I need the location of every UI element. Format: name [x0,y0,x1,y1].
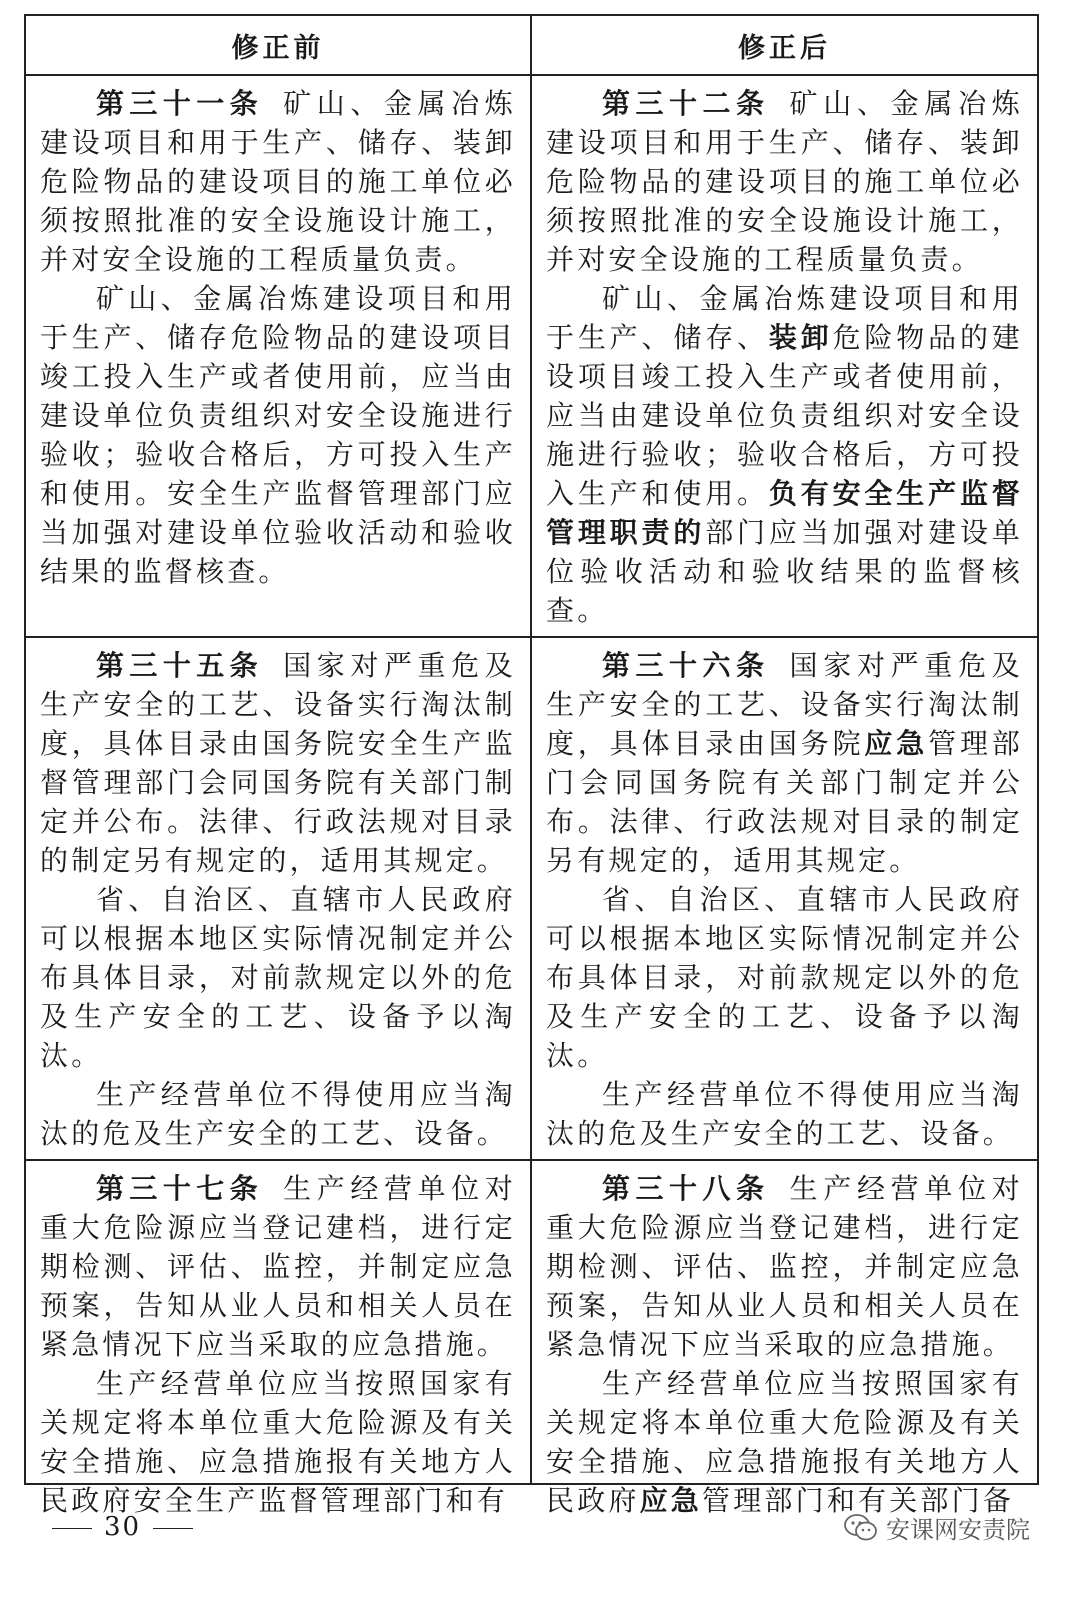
paragraph-text: 生产经营单位不得使用应当淘汰的危及生产安全的工艺、设备。 [40,1078,516,1150]
article-number: 第三十八条 [602,1172,770,1205]
article-row [25,637,1038,1160]
paragraph-text: 管理部门和有关部门备 [702,1484,1015,1517]
article-paragraph [40,1364,516,1520]
article-row [25,1160,1038,1484]
article-paragraph [546,279,1023,630]
watermark [844,1510,1030,1545]
cell-after [531,1160,1038,1517]
paragraph-text: 矿山、金属冶炼建设项目和用于生产、储存、装卸危险物品的建设项目的施工单位必须按照批准的安全设施设计施工，并对安全设施的工程质量负责。 [546,87,1023,276]
paragraph-text: 省、自治区、直辖市人民政府可以根据本地区实际情况制定并公布具体目录，对前款规定以外的危及生产安全的工艺、设备予以淘汰。 [546,883,1023,1072]
page-number [40,1512,205,1542]
page-number-text: 30 [104,1512,142,1542]
article-paragraph [546,1075,1023,1153]
article-paragraph [40,279,516,591]
comparison-table [24,14,1039,1517]
article-number: 第三十一条 [96,87,264,120]
paragraph-text: 生产经营单位对重大危险源应当登记建档，进行定期检测、评估、监控，并制定应急预案，告知从业人员和相关人员在紧急情况下应当采取的应急措施。 [546,1172,1023,1361]
article-paragraph [40,1169,516,1364]
article-number: 第三十二条 [602,87,770,120]
article-paragraph [40,646,516,880]
paragraph-text: 生产经营单位应当按照国家有关规定将本单位重大危险源及有关安全措施、应急措施报有关地方人民政府安全生产监督管理部门和有 [40,1367,516,1517]
paragraph-text: 生产经营单位应当按照国家有关规定将本单位重大危险源及有关安全措施、应急措施报有关地方人民政府 [546,1367,1023,1517]
article-paragraph [40,84,516,279]
article-paragraph [546,84,1023,279]
paragraph-text: 危险物品的建设项目竣工投入生产或者使用前，应当由建设单位负责组织对安全设施进行验收；验收合格后，方可投入生产和使用。 [546,321,1024,510]
cell-before [25,1160,531,1517]
paragraph-text: 部门应当加强对建设单位验收活动和验收结果的监督核查。 [546,516,1023,627]
cell-before [25,637,531,1160]
article-paragraph [40,880,516,1075]
highlighted-change: 应急 [864,727,929,760]
article-paragraph [546,880,1023,1075]
header-after: 修正后 [531,15,1038,75]
paragraph-text: 管理部门会同国务院有关部门制定并公布。法律、行政法规对目录的制定另有规定的，适用其规定。 [546,727,1023,877]
highlighted-change: 应急 [639,1484,703,1517]
paragraph-text: 矿山、金属冶炼建设项目和用于生产、储存、装卸危险物品的建设项目的施工单位必须按照批准的安全设施设计施工，并对安全设施的工程质量负责。 [40,87,516,276]
article-paragraph [546,1169,1023,1364]
paragraph-text: 国家对严重危及生产安全的工艺、设备实行淘汰制度，具体目录由国务院 [546,649,1023,760]
header-before: 修正前 [25,15,531,75]
highlighted-change: 负有安全生产监督管理职责的 [546,477,1023,549]
highlighted-change: 装卸 [768,321,833,354]
paragraph-text: 矿山、金属冶炼建设项目和用于生产、储存危险物品的建设项目竣工投入生产或者使用前，应当由建设单位负责组织对安全设施进行验收；验收合格后，方可投入生产和使用。安全生产监督管理部门应当加强对建设单位验收活动和验收结果的监督核查。 [40,282,516,588]
wechat-icon [844,1513,878,1543]
dash-right [153,1528,193,1529]
table-header-row [25,15,1038,75]
article-number: 第三十五条 [96,649,264,682]
paragraph-text: 生产经营单位不得使用应当淘汰的危及生产安全的工艺、设备。 [546,1078,1023,1150]
article-number: 第三十七条 [96,1172,264,1205]
paragraph-text: 国家对严重危及生产安全的工艺、设备实行淘汰制度，具体目录由国务院安全生产监督管理部门会同国务院有关部门制定并公布。法律、行政法规对目录的制定另有规定的，适用其规定。 [40,649,516,877]
article-number: 第三十六条 [602,649,770,682]
article-paragraph [546,646,1023,880]
cell-before [25,75,531,637]
article-paragraph [40,1075,516,1153]
article-paragraph [546,1364,1023,1520]
dash-left [52,1528,92,1529]
cell-after [531,637,1038,1160]
article-row [25,75,1038,637]
cell-after [531,75,1038,637]
paragraph-text: 生产经营单位对重大危险源应当登记建档，进行定期检测、评估、监控，并制定应急预案，告知从业人员和相关人员在紧急情况下应当采取的应急措施。 [40,1172,516,1361]
watermark-text: 安课网安责院 [886,1516,1030,1544]
paragraph-text: 省、自治区、直辖市人民政府可以根据本地区实际情况制定并公布具体目录，对前款规定以外的危及生产安全的工艺、设备予以淘汰。 [40,883,516,1072]
paragraph-text: 矿山、金属冶炼建设项目和用于生产、储存、 [546,282,1023,354]
